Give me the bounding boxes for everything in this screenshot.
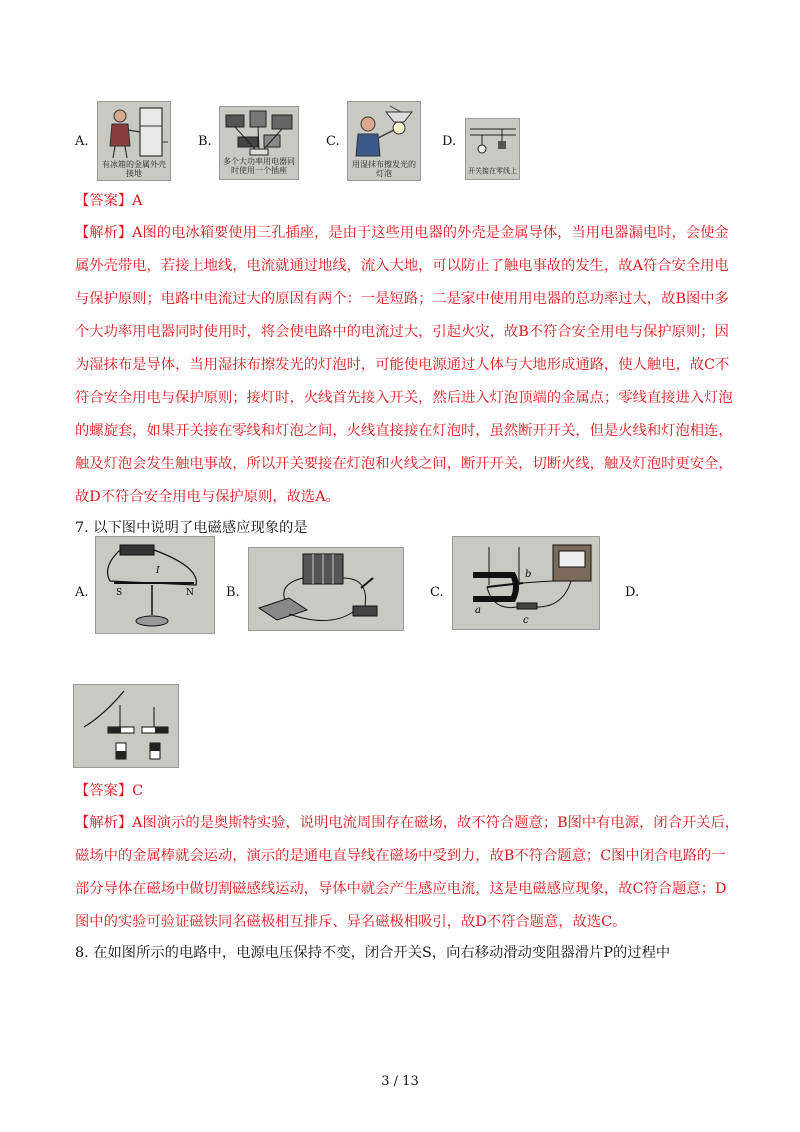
q8-question: 8. 在如图所示的电路中，电源电压保持不变，闭合开关S，向右移动滑动变阻器滑片P的过程中 xyxy=(75,945,671,961)
q6-option-a-figure xyxy=(97,101,171,181)
q7c-letter-a: a xyxy=(475,605,481,616)
q6-option-a-label: A. xyxy=(75,134,89,149)
q7c-letter-b: b xyxy=(525,569,532,580)
oersted-experiment-illustration xyxy=(96,537,214,633)
q6-option-c-caption: 用湿抹布擦发光的灯泡 xyxy=(352,160,416,178)
page-number: 3 / 13 xyxy=(381,1074,419,1089)
q7-option-c-figure xyxy=(452,536,600,630)
q7-question: 7. 以下图中说明了电磁感应现象的是 xyxy=(75,520,308,536)
q6-option-b-label: B. xyxy=(198,134,212,149)
q6-option-a-caption: 有冰箱的金属外壳接地 xyxy=(102,160,166,178)
q7-answer: 【答案】C xyxy=(75,783,144,799)
q7-option-c-label: C. xyxy=(430,585,444,600)
q6-option-d-figure xyxy=(465,118,520,180)
magnet-poles-illustration xyxy=(74,685,178,767)
q7-analysis-line: 部分导体在磁场中做切割磁感线运动，导体中就会产生感应电流，这是电磁感应现象，故C符合题意；D xyxy=(75,881,727,897)
q7a-letter-s: S xyxy=(116,588,123,598)
q6-answer: 【答案】A xyxy=(75,193,143,209)
q6-analysis-line: 触及灯泡会发生触电事故，所以开关要接在灯泡和火线之间，断开开关，切断火线，触及灯泡时更安全， xyxy=(75,456,733,472)
q7-option-a-label: A. xyxy=(75,585,89,600)
q7-option-d-label: D. xyxy=(625,585,640,600)
q7-option-b-figure xyxy=(248,547,404,631)
q6-analysis-line: 属外壳带电，若接上地线，电流就通过地线，流入大地，可以防止了触电事故的发生，故A符合安全用电 xyxy=(75,258,729,274)
q7-analysis-line: 磁场中的金属棒就会运动，演示的是通电直导线在磁场中受到力，故B不符合题意；C图中闭合电路的一 xyxy=(75,848,726,864)
q6-analysis-line: 的螺旋套，如果开关接在零线和灯泡之间，火线直接接在灯泡时，虽然断开开关，但是火线和灯泡相连， xyxy=(75,423,733,439)
q6-option-b-figure xyxy=(219,106,299,180)
q6-analysis-line: 符合安全用电与保护原则；接灯时，火线首先接入开关，然后进入灯泡顶端的金属点；零线直接进入灯泡 xyxy=(75,390,733,406)
q6-analysis-line: 个大功率用电器同时使用时，将会使电路中的电流过大，引起火灾，故B不符合安全用电与保护原则；因 xyxy=(75,324,729,340)
q6-analysis-line: 为湿抹布是导体，当用湿抹布擦发光的灯泡时，可能使电源通过人体与大地形成通路，使人触电，故C不 xyxy=(75,357,730,373)
q7a-letter-n: N xyxy=(186,588,194,598)
electromagnetic-induction-illustration xyxy=(453,537,599,629)
q6-analysis-line: 【解析】A图的电冰箱要使用三孔插座，是由于这些用电器的外壳是金属导体，当用电器漏电时，会使金 xyxy=(75,225,729,241)
q7-option-a-figure xyxy=(95,536,215,634)
q6-analysis-line: 故D不符合安全用电与保护原则，故选A。 xyxy=(75,489,340,505)
q6-option-b-caption: 多个大功率用电器同时使用一个插座 xyxy=(223,157,295,175)
q7-option-b-label: B. xyxy=(226,585,240,600)
q6-option-c-figure xyxy=(347,101,421,181)
q6-option-d-caption: 开关接在零线上 xyxy=(468,167,517,175)
q7c-letter-c: c xyxy=(523,615,529,626)
motor-principle-illustration xyxy=(249,548,403,630)
q6-option-c-label: C. xyxy=(326,134,340,149)
q6-analysis-line: 与保护原则；电路中电流过大的原因有两个：一是短路；二是家中使用用电器的总功率过大，故B图中多 xyxy=(75,291,729,307)
q7-analysis-line: 图中的实验可验证磁铁同名磁极相互排斥、异名磁极相吸引，故D不符合题意，故选C。 xyxy=(75,914,627,930)
q7-option-d-figure xyxy=(73,684,179,768)
q7-analysis-line: 【解析】A图演示的是奥斯特实验，说明电流周围存在磁场，故不符合题意；B图中有电源，闭合开关后， xyxy=(75,815,740,831)
q6-option-d-label: D. xyxy=(442,134,457,149)
q7a-letter-i: I xyxy=(156,566,160,576)
